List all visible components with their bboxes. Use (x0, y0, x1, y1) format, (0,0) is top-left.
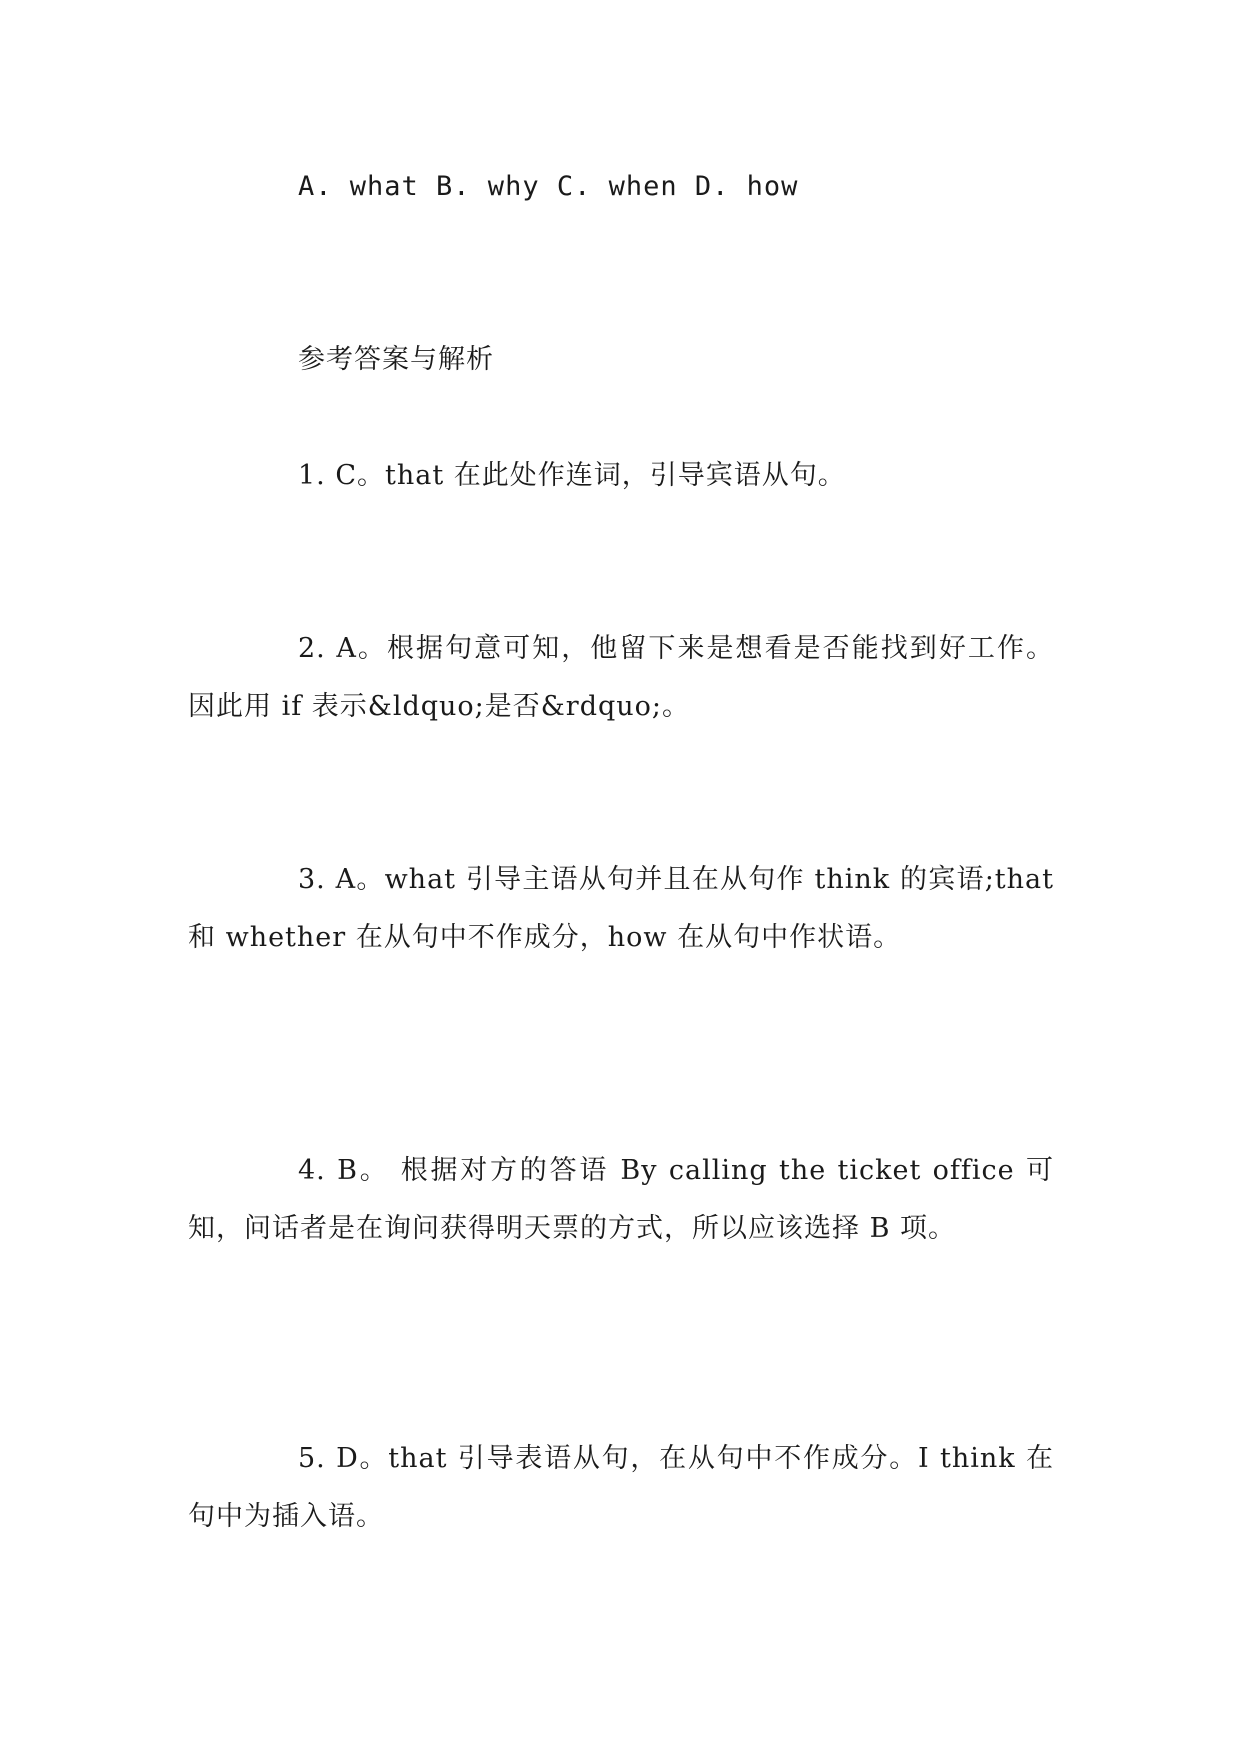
answer-explanation-2: 2. A。根据句意可知，他留下来是想看是否能找到好工作。因此用 if 表示&ldquo;是否&rdquo;。 (188, 633, 1054, 722)
section-heading: 参考答案与解析 (298, 344, 494, 375)
answer-explanation-1: 1. C。that 在此处作连词，引导宾语从句。 (298, 460, 846, 491)
answer-options-line: A. what B. why C. when D. how (298, 171, 799, 202)
answer-explanation-3: 3. A。what 引导主语从句并且在从句作 think 的宾语;that 和 whether 在从句中不作成分，how 在从句中作状语。 (188, 864, 1054, 953)
answer-explanation-4: 4. B。 根据对方的答语 By calling the ticket office 可知，问话者是在询问获得明天票的方式，所以应该选择 B 项。 (188, 1155, 1054, 1244)
answer-explanation-5: 5. D。that 引导表语从句，在从句中不作成分。I think 在句中为插入语。 (188, 1443, 1054, 1532)
